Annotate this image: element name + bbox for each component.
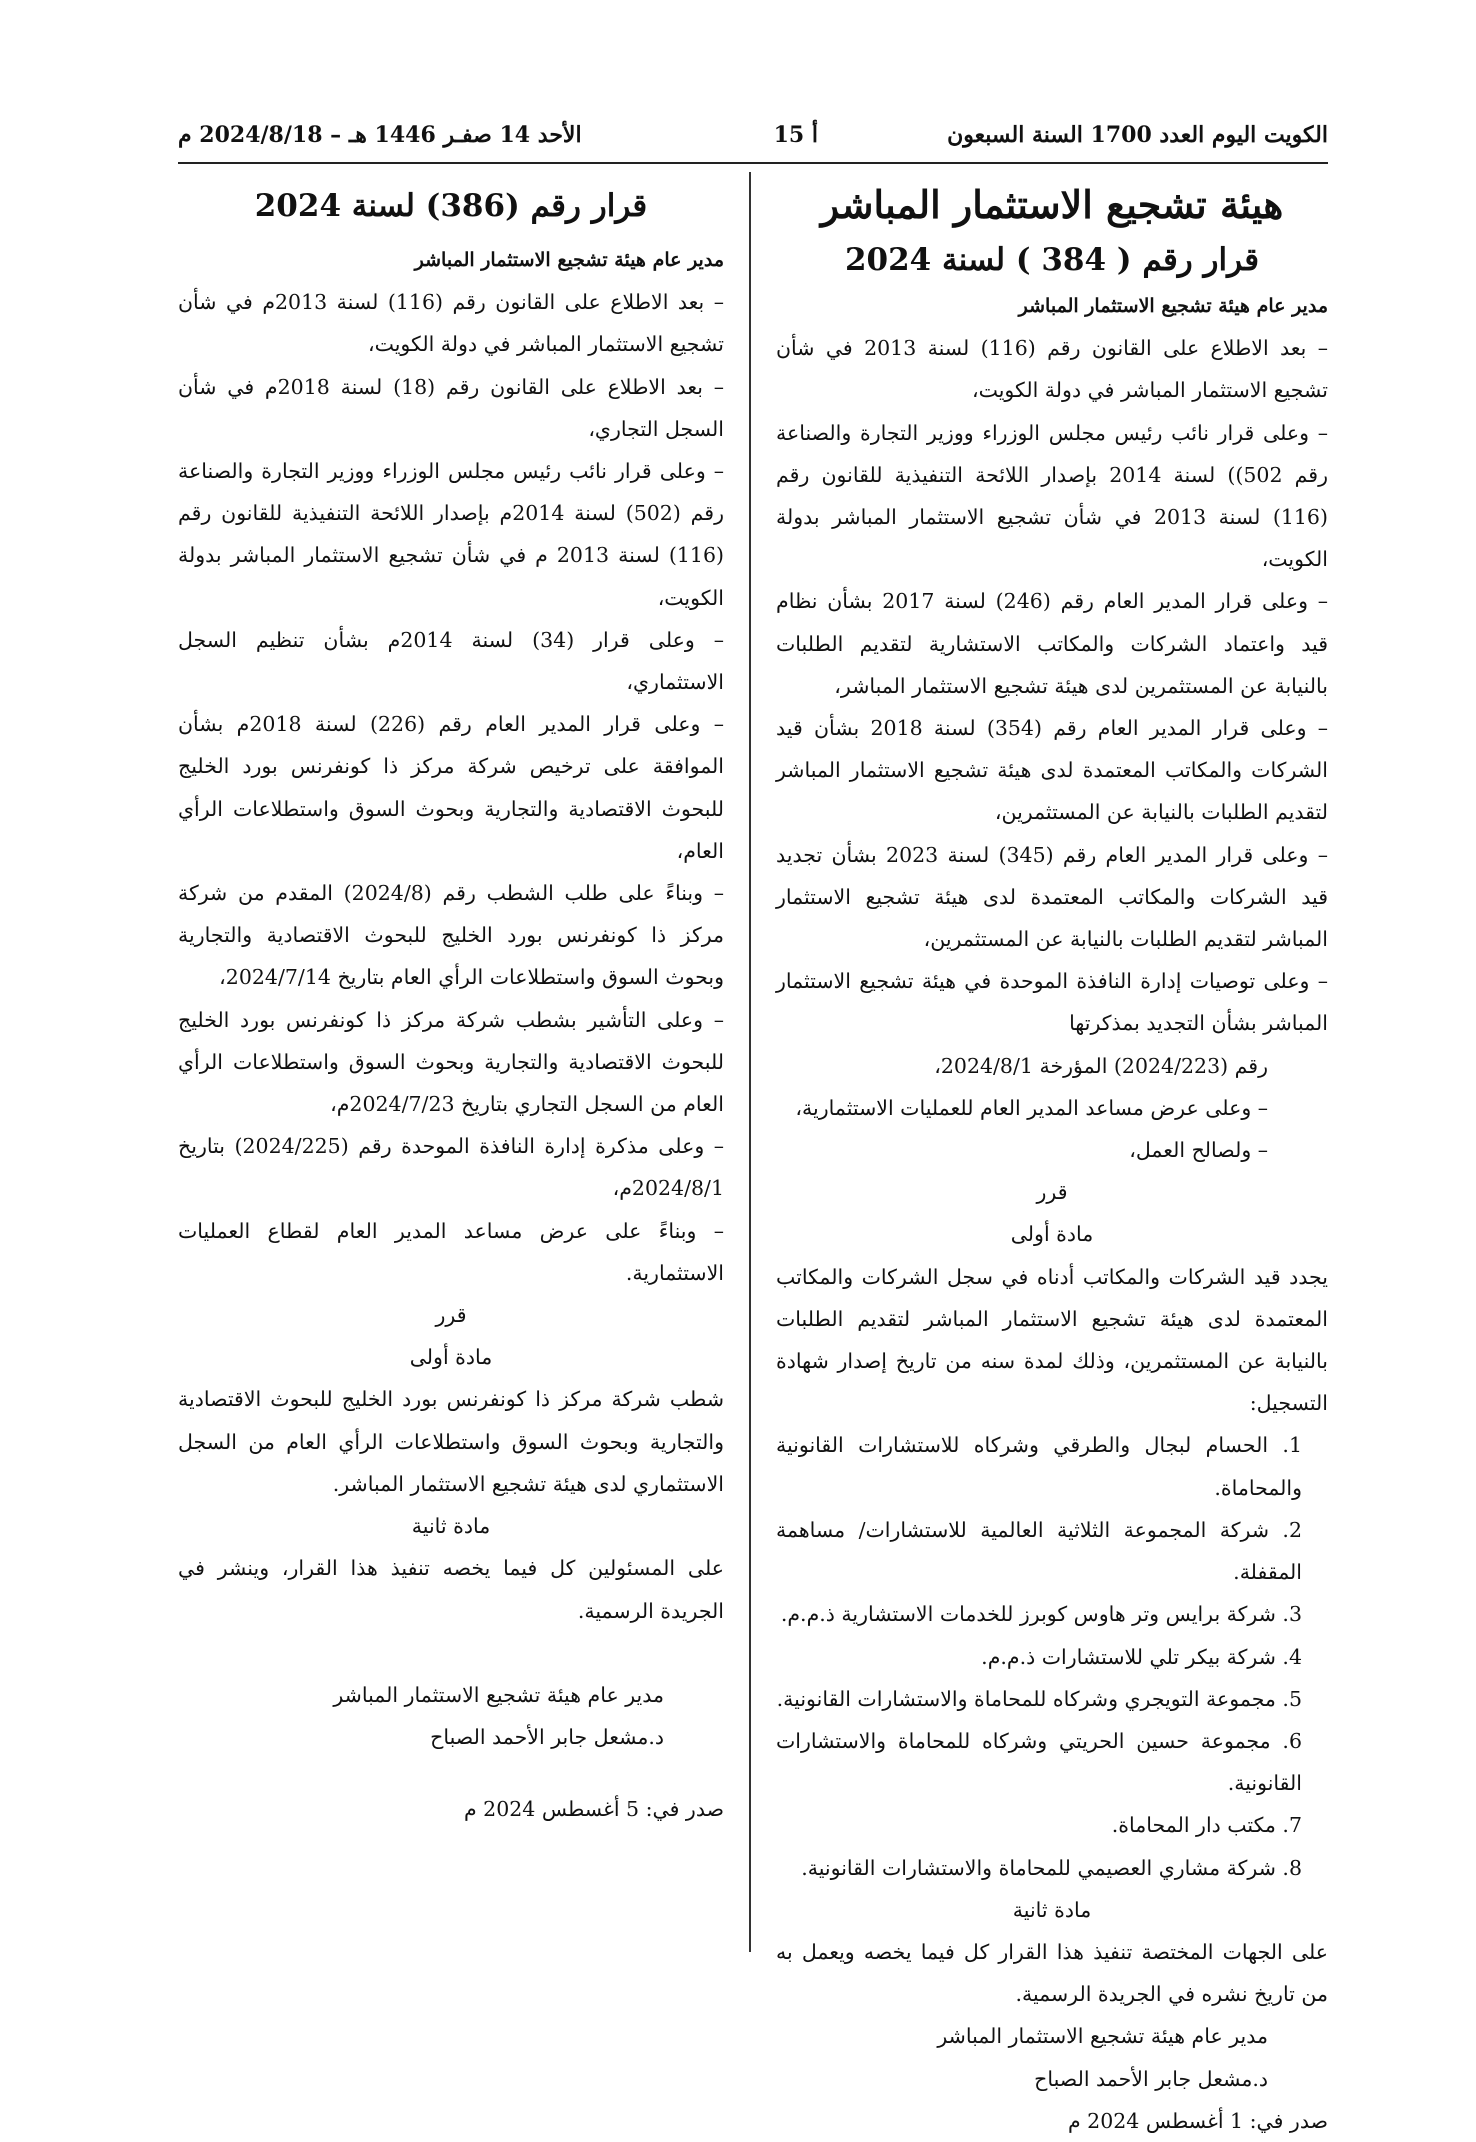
page-header [178, 118, 1328, 158]
decision-386-title: قرار رقم (386) لسنة 2024 [254, 188, 648, 224]
signature-name: د.مشعل جابر الأحمد الصباح [430, 1724, 664, 1749]
list-item: 5. مجموعة التويجري وشركاه للمحاماة والاستشارات القانونية. [776, 1686, 1302, 1711]
list-item: 7. مكتب دار المحاماة. [1111, 1813, 1302, 1838]
preamble-item: – وعلى قرار نائب رئيس مجلس الوزراء ووزير التجارة والصناعة رقم 502)) لسنة 2014 بإصدار اللائحة التنفيذية للقانون رقم (116) لسنة 2013 في شأن تشجيع الاستثمار المباشر بدولة الكويت، [776, 420, 1328, 572]
list-item: 8. شركة مشاري العصيمي للمحاماة والاستشارات القانونية. [801, 1855, 1302, 1880]
list-item: 4. شركة بيكر تلي للاستشارات ذ.م.م. [981, 1644, 1302, 1669]
article-2-text: على المسئولين كل فيما يخصه تنفيذ هذا القرار، وينشر في الجريدة الرسمية. [178, 1556, 724, 1623]
header-divider [178, 162, 1328, 164]
preamble-item: – بعد الاطلاع على القانون رقم (18) لسنة 2018م في شأن السجل التجاري، [178, 374, 724, 441]
article-2-title: مادة ثانية [1012, 1897, 1092, 1922]
article-2-title: مادة ثانية [411, 1514, 491, 1539]
article-1-text: شطب شركة مركز ذا كونفرنس بورد الخليج للبحوث الاقتصادية والتجارية وبحوث السوق واستطلاعات الرأي العام من السجل الاستثماري لدى هيئة تشجيع الاستثمار المباشر. [178, 1387, 724, 1496]
company-list [776, 1424, 1328, 1888]
list-item: 1. الحسام لبجال والطرقي وشركاه للاستشارات القانونية والمحاماة. [776, 1433, 1302, 1500]
preamble-item: – وعلى قرار نائب رئيس مجلس الوزراء ووزير التجارة والصناعة رقم (502) لسنة 2014م بإصدار اللائحة التنفيذية للقانون رقم (116) لسنة 2013 م في شأن تشجيع الاستثمار المباشر بدولة الكويت، [178, 459, 725, 610]
column-divider [749, 172, 751, 1952]
preamble-item: – وعلى التأشير بشطب شركة مركز ذا كونفرنس بورد الخليج للبحوث الاقتصادية والتجارية وبحوث السوق واستطلاعات الرأي العام من السجل التجاري بتاريخ 2024/7/23م، [178, 1007, 724, 1117]
preamble-item: – وعلى توصيات إدارة النافذة الموحدة في هيئة تشجيع الاستثمار المباشر بشأن التجديد بمذكرتها [776, 969, 1328, 1036]
decision-issuer: مدير عام هيئة تشجيع الاستثمار المباشر [414, 249, 724, 271]
preamble-item: – بعد الاطلاع على القانون رقم (116) لسنة 2013م في شأن تشجيع الاستثمار المباشر في دولة الكويت، [178, 290, 724, 357]
preamble-item: – وبناءً على طلب الشطب رقم (2024/8) المقدم من شركة مركز ذا كونفرنس بورد الخليج للبحوث الاقتصادية والتجارية وبحوث السوق واستطلاعات الرأي العام بتاريخ 2024/7/14، [178, 881, 724, 990]
spacer [178, 1758, 724, 1788]
preamble-item: – وعلى قرار (34) لسنة 2014م بشأن تنظيم السجل الاستثماري، [178, 627, 724, 695]
preamble-item: – وعلى قرار المدير العام رقم (345) لسنة 2023 بشأن تجديد قيد الشركات والمكاتب المعتمدة لدى هيئة تشجيع الاستثمار المباشر لتقديم الطلبات بالنيابة عن المستثمرين، [776, 842, 1328, 952]
decision-issuer: مدير عام هيئة تشجيع الاستثمار المباشر [1018, 295, 1328, 317]
article-1-text: يجدد قيد الشركات والمكاتب أدناه في سجل الشركات والمكاتب المعتمدة لدى هيئة تشجيع الاستثمار المباشر لتقديم الطلبات بالنيابة عن المستثمرين، وذلك لمدة سنه من تاريخ إصدار شهادة التسجيل: [776, 1264, 1328, 1416]
article-1-title: مادة أولى [409, 1345, 493, 1370]
preamble-item: – وعلى قرار المدير العام رقم (226) لسنة 2018م بشأن الموافقة على ترخيص شركة مركز ذا كونفرنس بورد الخليج للبحوث الاقتصادية والتجارية وبحوث السوق واستطلاعات الرأي العام، [178, 712, 724, 863]
decision-384-title: قرار رقم ( 384 ) لسنة 2024 [844, 242, 1260, 278]
signature-name: د.مشعل جابر الأحمد الصباح [1034, 2066, 1268, 2091]
spacer [178, 1632, 724, 1674]
article-1-title: مادة أولى [1010, 1222, 1094, 1247]
signature-title: مدير عام هيئة تشجيع الاستثمار المباشر [937, 2024, 1268, 2049]
left-column [178, 175, 724, 1830]
preamble-item: – وعلى قرار المدير العام رقم (246) لسنة 2017 بشأن نظام قيد واعتماد الشركات والمكاتب الاستشارية لتقديم الطلبات بالنيابة عن المستثمرين لدى هيئة تشجيع الاستثمار المباشر، [776, 589, 1328, 698]
section-title: هيئة تشجيع الاستثمار المباشر [820, 182, 1284, 227]
preamble-item: – بعد الاطلاع على القانون رقم (116) لسنة 2013 في شأن تشجيع الاستثمار المباشر في دولة الكويت، [776, 336, 1328, 403]
signature-title: مدير عام هيئة تشجيع الاستثمار المباشر [333, 1682, 664, 1707]
list-item: 2. شركة المجموعة الثلاثية العالمية للاستشارات/ مساهمة المقفلة. [776, 1517, 1302, 1585]
header-issue-info: الكويت اليوم العدد 1700 السنة السبعون [947, 122, 1328, 148]
decided-heading: قرر [435, 1303, 467, 1328]
memo-reference: رقم (2024/223) المؤرخة 2024/8/1، [934, 1053, 1268, 1078]
preamble-item: – ولصالح العمل، [1129, 1138, 1268, 1163]
decided-heading: قرر [1036, 1180, 1068, 1205]
list-item: 6. مجموعة حسين الحريتي وشركاه للمحاماة والاستشارات القانونية. [776, 1728, 1302, 1796]
issue-date: صدر في: 5 أغسطس 2024 م [463, 1797, 724, 1822]
preamble-item: – وعلى قرار المدير العام رقم (354) لسنة 2018 بشأن قيد الشركات والمكاتب المعتمدة لدى هيئة تشجيع الاستثمار المباشر لتقديم الطلبات بالنيابة عن المستثمرين، [776, 716, 1328, 825]
preamble-item: – وبناءً على عرض مساعد المدير العام لقطاع العمليات الاستثمارية. [178, 1218, 724, 1285]
right-column [776, 175, 1328, 2142]
article-2-text: على الجهات المختصة تنفيذ هذا القرار كل فيما يخصه ويعمل به من تاريخ نشره في الجريدة الرسمية. [776, 1939, 1328, 2007]
preamble-item: – وعلى عرض مساعد المدير العام للعمليات الاستثمارية، [795, 1095, 1268, 1120]
header-date: الأحد 14 صفـر 1446 هـ – 2024/8/18 م [178, 122, 582, 148]
list-item: 3. شركة برايس وتر هاوس كوبرز للخدمات الاستشارية ذ.م.م. [780, 1602, 1302, 1627]
issue-date: صدر في: 1 أغسطس 2024 م [1067, 2108, 1328, 2133]
preamble-item: – وعلى مذكرة إدارة النافذة الموحدة رقم (2024/225) بتاريخ 2024/8/1م، [178, 1134, 724, 1201]
header-page-number: أ 15 [773, 122, 818, 148]
